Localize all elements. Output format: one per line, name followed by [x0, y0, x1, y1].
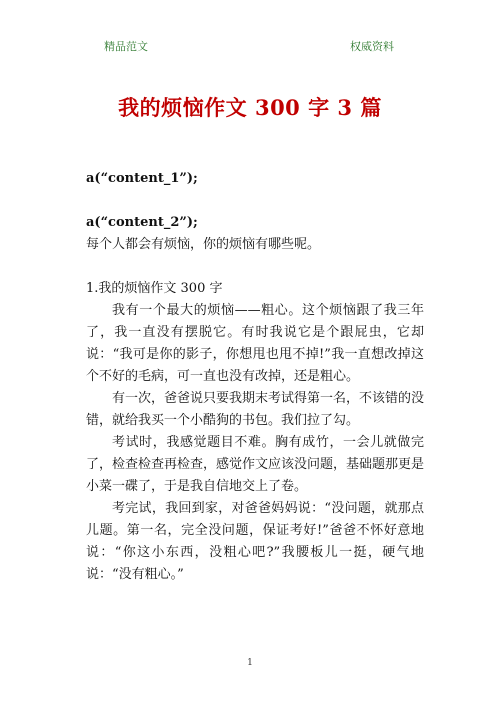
code-line-2: a(“content_2”); — [86, 215, 198, 230]
spacer — [86, 190, 424, 212]
section-heading: 1.我的烦恼作文 300 字 — [86, 281, 223, 296]
paragraph-2: 有一次，爸爸说只要我期末考试得第一名，不该错的没错，就给我买一个小酷狗的书包。我们拉了勾。 — [86, 391, 425, 428]
spacer — [86, 256, 424, 278]
document-title: 我的烦恼作文 300 字 3 篇 — [118, 95, 382, 120]
code-line-1: a(“content_1”); — [86, 171, 198, 186]
document-body — [86, 168, 424, 586]
paragraph-4: 考完试，我回到家，对爸爸妈妈说：“没问题，就那点儿题。第一名，完全没问题，保证考好!”爸爸不怀好意地说：“你这小东西，没粗心吧?”我腰板儿一挺，硬气地说：“没有粗心。” — [86, 501, 424, 582]
intro-text: 每个人都会有烦恼，你的烦恼有哪些呢。 — [86, 237, 321, 252]
header-left-label: 精品范文 — [104, 40, 148, 53]
paragraph-1: 我有一个最大的烦恼——粗心。这个烦恼跟了我三年了，我一直没有摆脱它。有时我说它是个跟屁虫，它却说：“我可是你的影子，你想甩也甩不掉!”我一直想改掉这个不好的毛病，可一直也没有改掉，还是粗心。 — [86, 303, 424, 384]
page-number: 1 — [247, 658, 253, 668]
header-right-label: 权威资料 — [350, 40, 394, 53]
paragraph-3: 考试时，我感觉题目不难。胸有成竹，一会儿就做完了，检查检查再检查，感觉作文应该没问题，基础题那更是小菜一碟了，于是我自信地交上了卷。 — [86, 435, 425, 494]
